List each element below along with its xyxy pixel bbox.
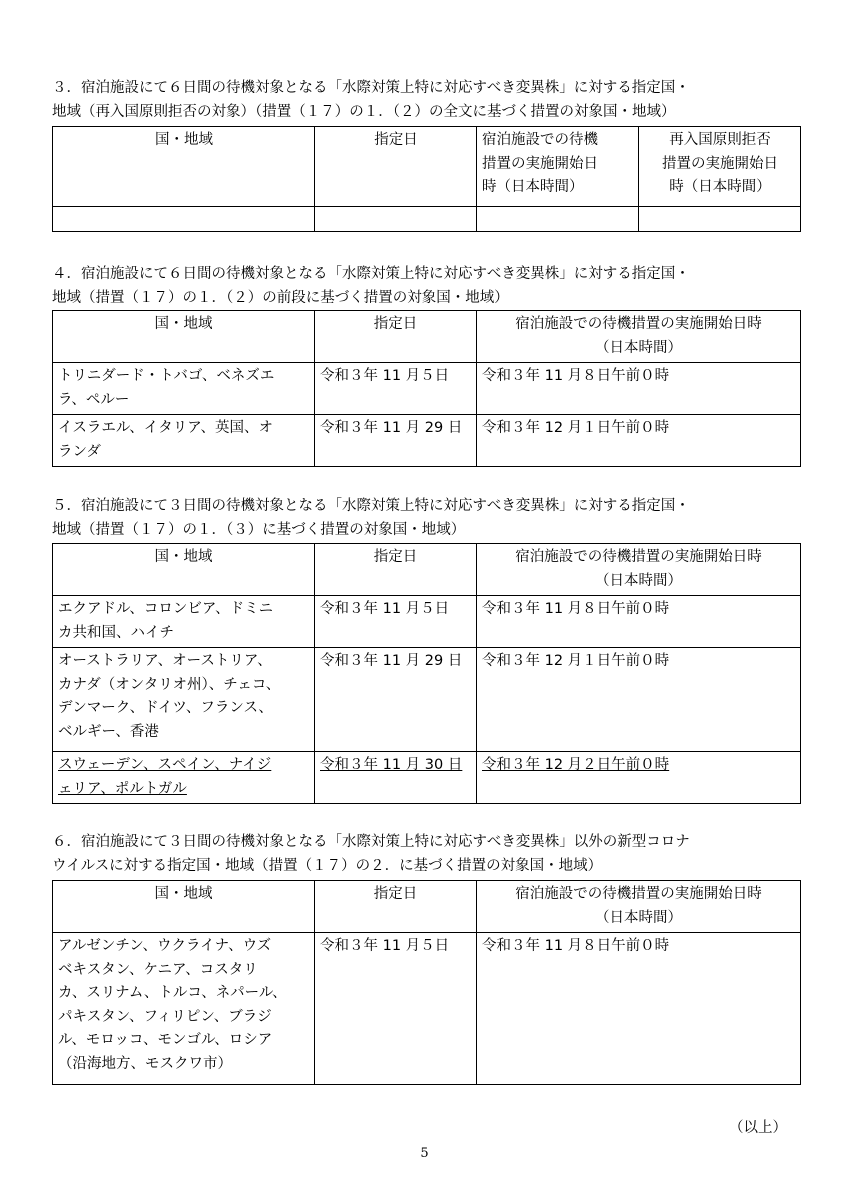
- section6-table: [52, 880, 801, 1085]
- region-cell: オーストラリア、オーストリア、 カナダ（オンタリオ州）、チェコ、 デンマーク、ドイツ、フランス、 ベルギー、香港: [53, 648, 315, 752]
- designation-date-cell: 令和３年 11 月 30 日: [315, 752, 477, 804]
- empty-cell: [315, 207, 477, 232]
- table-row: [53, 415, 801, 467]
- section3-heading-line2: 地域（再入国原則拒否の対象）（措置（１７）の１．（２）の全文に基づく措置の対象国・地域）: [52, 104, 676, 120]
- start-datetime-cell: 令和３年 11 月８日午前０時: [477, 363, 801, 415]
- section4-heading: [52, 262, 812, 310]
- header-quarantine-start: 宿泊施設での待機措置の実施開始日時 （日本時間）: [477, 311, 801, 363]
- header-quarantine-start: 宿泊施設での待機 措置の実施開始日 時（日本時間）: [477, 127, 639, 207]
- region-cell: スウェーデン、スペイン、ナイジ ェリア、ポルトガル: [53, 752, 315, 804]
- section3-heading: [52, 76, 812, 124]
- section5-heading-line2: 地域（措置（１７）の１．（３）に基づく措置の対象国・地域）: [52, 522, 466, 538]
- table-row: [53, 363, 801, 415]
- section4-heading-line1: ４．宿泊施設にて６日間の待機対象となる「水際対策上特に対応すべき変異株」に対する指定国・: [52, 266, 690, 282]
- section4-table: [52, 310, 801, 467]
- header-designation-date: 指定日: [315, 544, 477, 596]
- designation-date-cell: 令和３年 11 月５日: [315, 933, 477, 1085]
- start-datetime-cell: 令和３年 12 月２日午前０時: [477, 752, 801, 804]
- section6-heading: [52, 830, 812, 878]
- start-datetime-cell: 令和３年 11 月８日午前０時: [477, 933, 801, 1085]
- header-quarantine-start: 宿泊施設での待機措置の実施開始日時 （日本時間）: [477, 881, 801, 933]
- page-number: 5: [420, 1146, 429, 1161]
- header-quarantine-start: 宿泊施設での待機措置の実施開始日時 （日本時間）: [477, 544, 801, 596]
- header-region: 国・地域: [53, 311, 315, 363]
- region-cell: イスラエル、イタリア、英国、オ ランダ: [53, 415, 315, 467]
- designation-date-cell: 令和３年 11 月 29 日: [315, 415, 477, 467]
- empty-cell: [53, 207, 315, 232]
- region-cell: トリニダード・トバゴ、ベネズエ ラ、ペルー: [53, 363, 315, 415]
- start-datetime-cell: 令和３年 12 月１日午前０時: [477, 415, 801, 467]
- header-region: 国・地域: [53, 881, 315, 933]
- header-designation-date: 指定日: [315, 881, 477, 933]
- section5-table: [52, 543, 801, 804]
- designation-date-cell: 令和３年 11 月５日: [315, 596, 477, 648]
- table-row: [53, 752, 801, 804]
- region-cell: アルゼンチン、ウクライナ、ウズ ベキスタン、ケニア、コスタリ カ、スリナム、トルコ、ネパール、 パキスタン、フィリピン、ブラジ ル、モロッコ、モンゴル、ロシア （沿海地方、モスクワ市）: [53, 933, 315, 1085]
- table-header-row: [53, 881, 801, 933]
- header-region: 国・地域: [53, 544, 315, 596]
- header-reentry-start: 再入国原則拒否 措置の実施開始日 時（日本時間）: [639, 127, 801, 207]
- table-header-row: [53, 127, 801, 207]
- empty-cell: [639, 207, 801, 232]
- section6-heading-line2: ウイルスに対する指定国・地域（措置（１７）の２．に基づく措置の対象国・地域）: [52, 858, 603, 874]
- table-header-row: [53, 544, 801, 596]
- section5-heading: [52, 494, 812, 542]
- table-header-row: [53, 311, 801, 363]
- table-row: [53, 933, 801, 1085]
- table-row: [53, 207, 801, 232]
- section4-heading-line2: 地域（措置（１７）の１．（２）の前段に基づく措置の対象国・地域）: [52, 290, 509, 306]
- section5-heading-line1: ５．宿泊施設にて３日間の待機対象となる「水際対策上特に対応すべき変異株」に対する指定国・: [52, 498, 690, 514]
- header-region: 国・地域: [53, 127, 315, 207]
- section3-heading-line1: ３．宿泊施設にて６日間の待機対象となる「水際対策上特に対応すべき変異株」に対する指定国・: [52, 80, 690, 96]
- table-row: [53, 596, 801, 648]
- section3-table: [52, 126, 801, 232]
- start-datetime-cell: 令和３年 12 月１日午前０時: [477, 648, 801, 752]
- region-cell: エクアドル、コロンビア、ドミニ カ共和国、ハイチ: [53, 596, 315, 648]
- closing-mark: （以上）: [729, 1120, 787, 1136]
- designation-date-cell: 令和３年 11 月５日: [315, 363, 477, 415]
- table-row: [53, 648, 801, 752]
- start-datetime-cell: 令和３年 11 月８日午前０時: [477, 596, 801, 648]
- header-designation-date: 指定日: [315, 127, 477, 207]
- empty-cell: [477, 207, 639, 232]
- section6-heading-line1: ６．宿泊施設にて３日間の待機対象となる「水際対策上特に対応すべき変異株」以外の新型コロナ: [52, 834, 690, 850]
- header-designation-date: 指定日: [315, 311, 477, 363]
- designation-date-cell: 令和３年 11 月 29 日: [315, 648, 477, 752]
